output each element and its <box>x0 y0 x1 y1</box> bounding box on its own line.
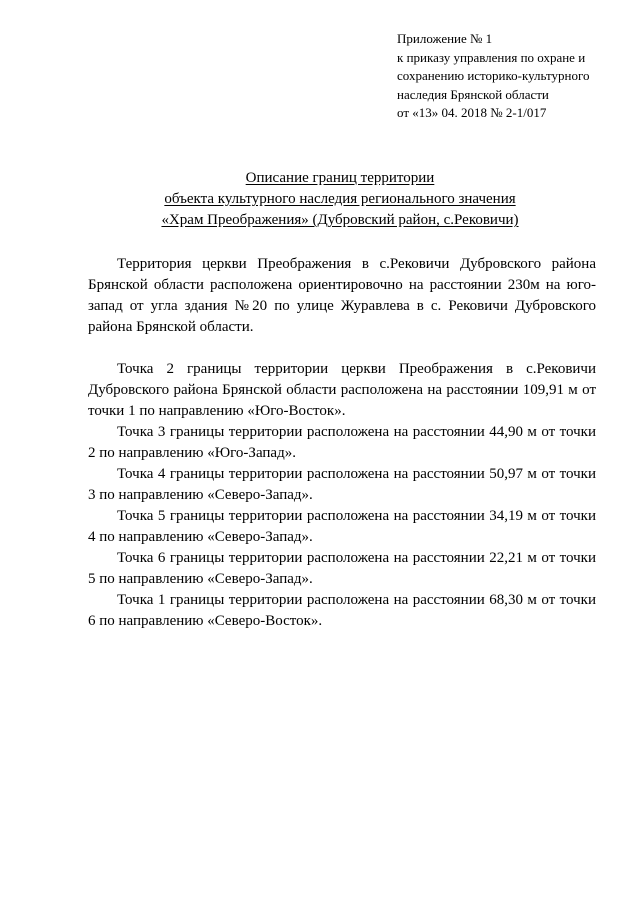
appendix-line: Приложение № 1 <box>397 31 493 46</box>
paragraph: Территория церкви Преображения в с.Рековичи Дубровского района Брянской области расположена ориентировочно на расстоянии 230м на юго-запад от угла здания №20 по улице Журавлева в с. Рековичи Дубровского района Брянской области. <box>88 256 596 335</box>
document-title <box>40 168 640 231</box>
document-body <box>88 254 596 632</box>
title-line: объекта культурного наследия регионального значения <box>164 191 516 207</box>
appendix-line: наследия Брянской области <box>397 86 549 102</box>
paragraph: Точка 5 границы территории расположена на расстоянии 34,19 м от точки 4 по направлению «Северо-Запад». <box>88 508 596 545</box>
appendix-line: к приказу управления по охране и <box>397 49 586 65</box>
title-line: «Храм Преображения» (Дубровский район, с.Рековичи) <box>161 212 519 228</box>
appendix-header <box>397 30 637 123</box>
paragraph: Точка 2 границы территории церкви Преображения в с.Рековичи Дубровского района Брянской области расположена на расстоянии 109,91 м от точки 1 по направлению «Юго-Восток». <box>88 361 596 419</box>
appendix-line: сохранению историко-культурного <box>397 68 590 83</box>
paragraph: Точка 4 границы территории расположена на расстоянии 50,97 м от точки 3 по направлению «Северо-Запад». <box>88 466 596 503</box>
appendix-line: от «13» 04. 2018 № 2-1/017 <box>397 105 547 120</box>
title-line: Описание границ территории <box>245 170 435 186</box>
paragraph: Точка 1 границы территории расположена на расстоянии 68,30 м от точки 6 по направлению «Северо-Восток». <box>88 592 596 629</box>
paragraph: Точка 6 границы территории расположена на расстоянии 22,21 м от точки 5 по направлению «Северо-Запад». <box>88 550 596 587</box>
paragraph: Точка 3 границы территории расположена на расстоянии 44,90 м от точки 2 по направлению «Юго-Запад». <box>88 424 596 461</box>
